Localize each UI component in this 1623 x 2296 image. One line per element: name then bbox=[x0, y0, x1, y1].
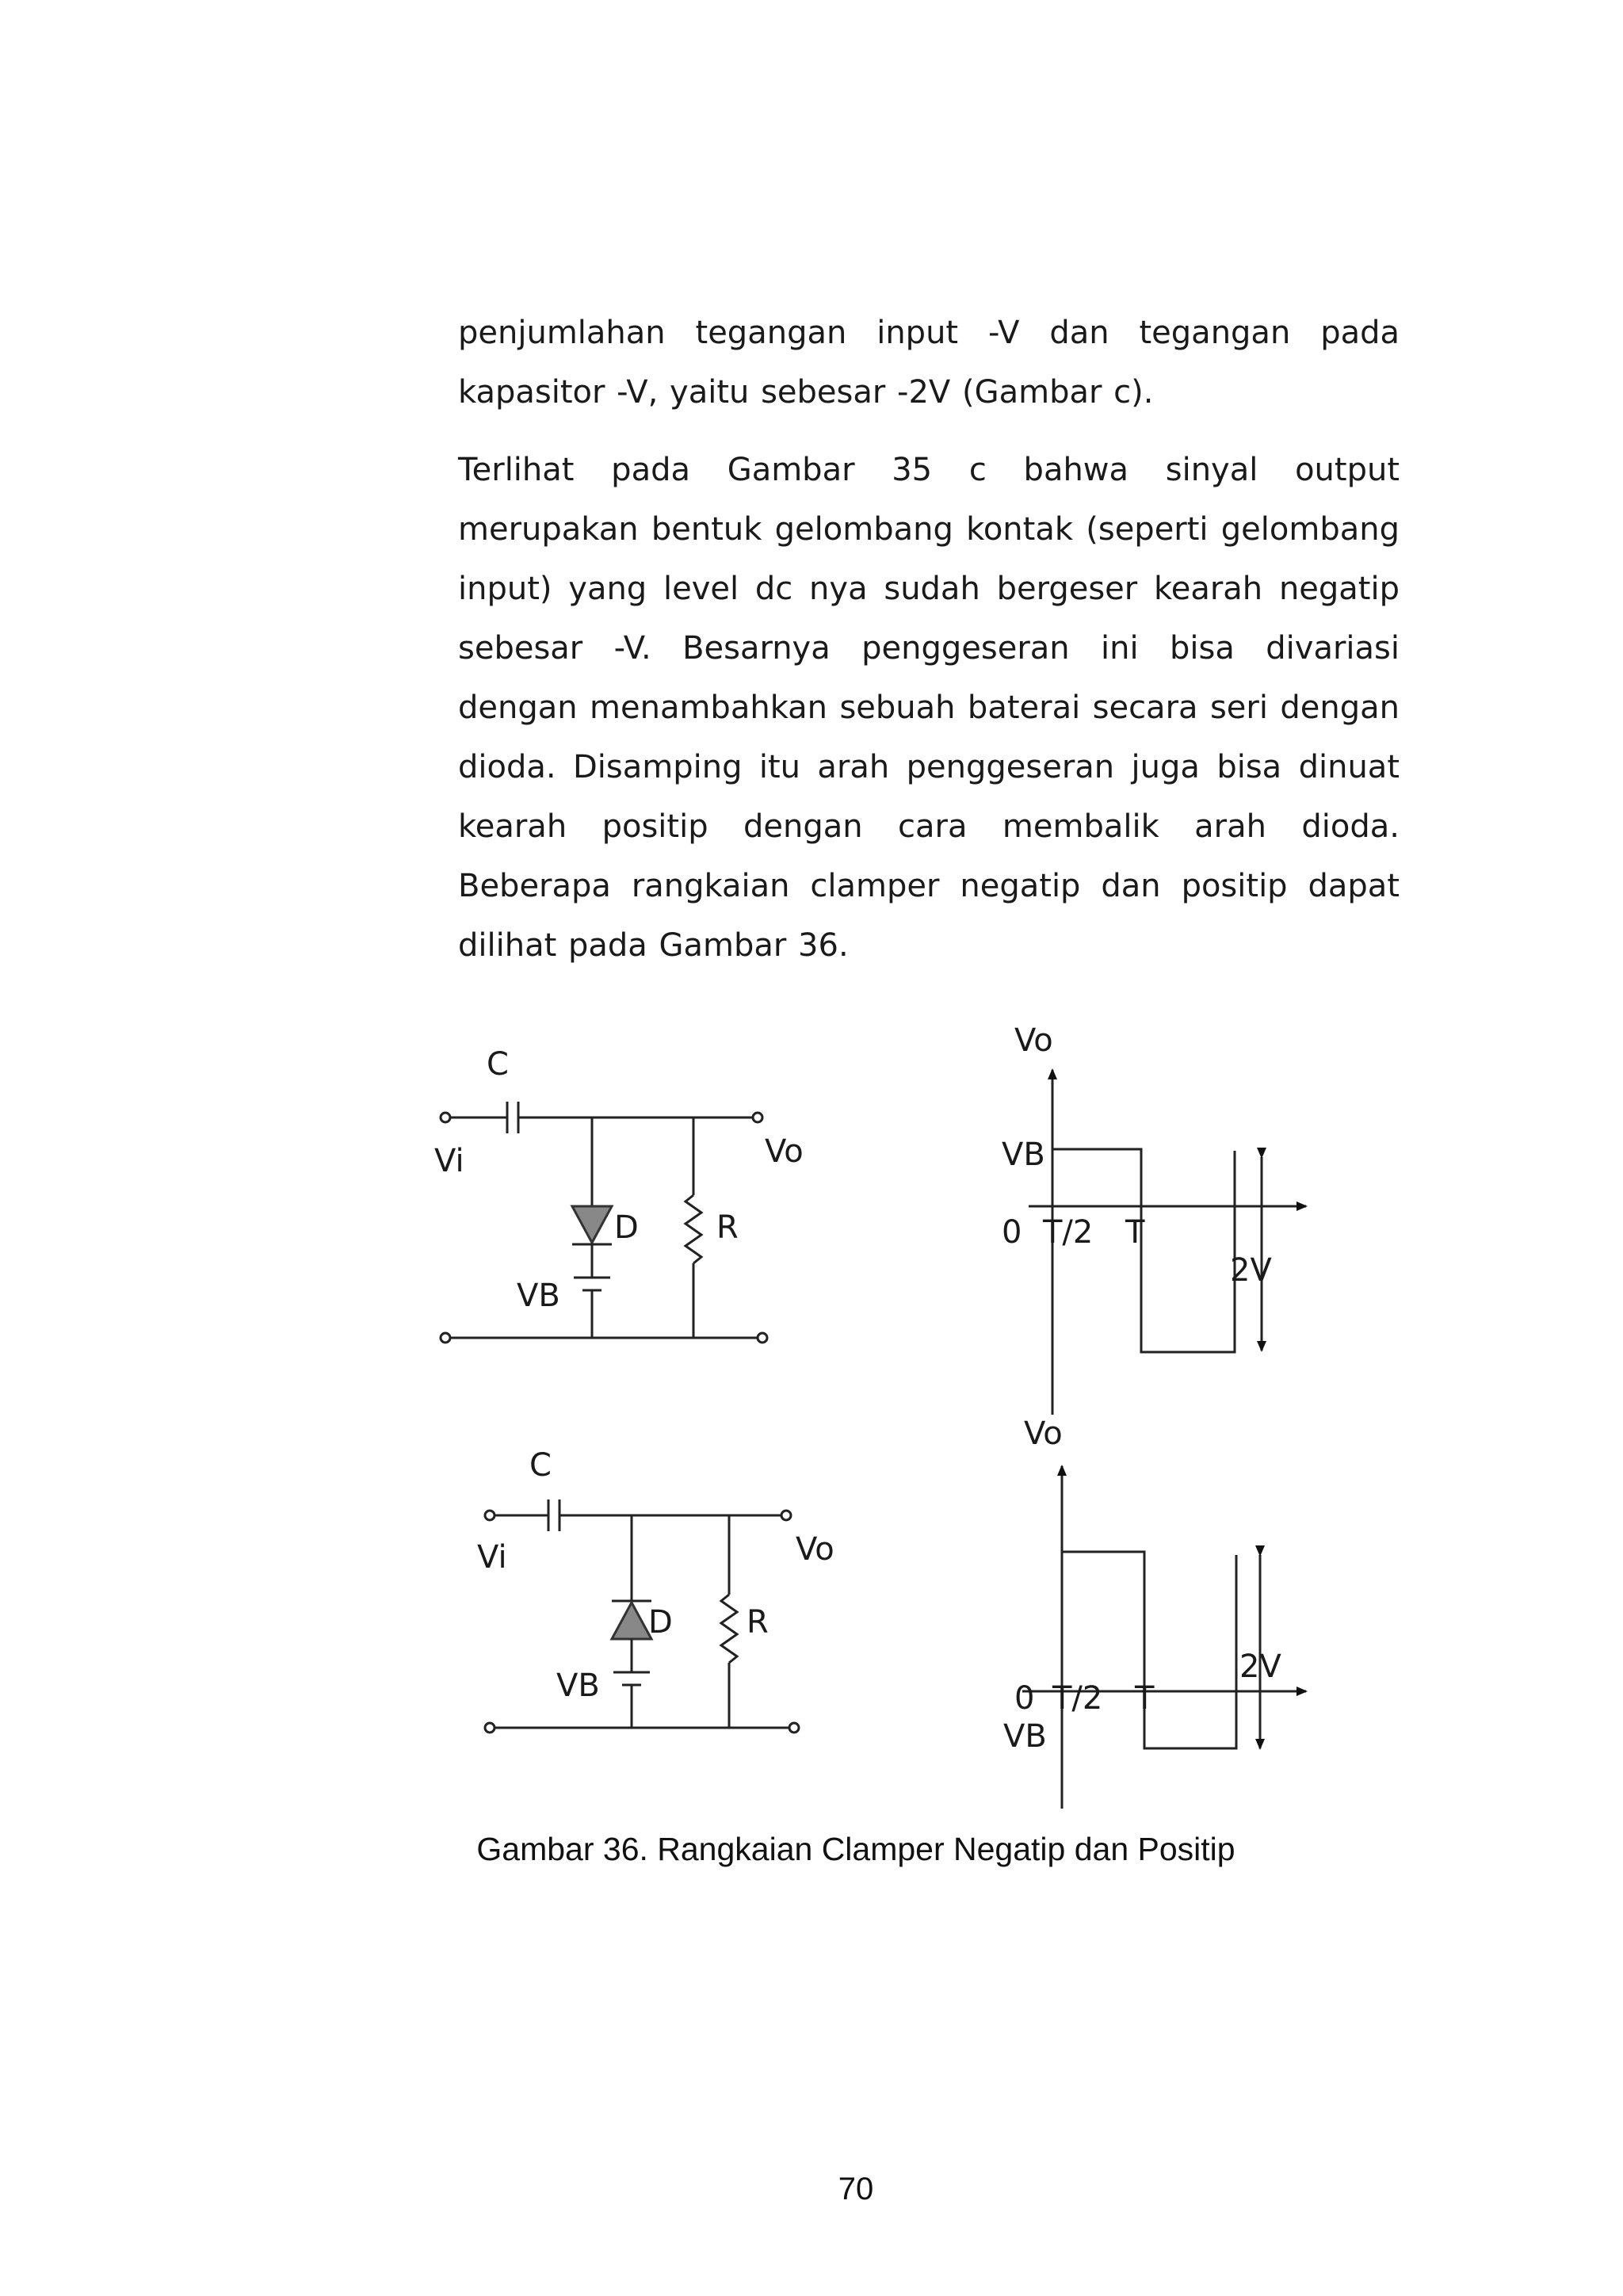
waveform-bottom bbox=[1022, 1466, 1306, 1809]
resistor-label: R bbox=[747, 1604, 769, 1641]
amplitude-label: 2V bbox=[1230, 1252, 1272, 1289]
capacitor-label: C bbox=[487, 1046, 509, 1083]
half-period-label: T/2 bbox=[1052, 1680, 1103, 1717]
vb-level-label: VB bbox=[1003, 1718, 1047, 1755]
battery-label: VB bbox=[556, 1668, 600, 1704]
origin-label: 0 bbox=[1014, 1680, 1035, 1717]
input-label: Vi bbox=[434, 1143, 464, 1179]
capacitor-label: C bbox=[529, 1447, 552, 1484]
vo-axis-label: Vo bbox=[1014, 1022, 1053, 1059]
vb-level-label: VB bbox=[1002, 1137, 1045, 1173]
input-label: Vi bbox=[477, 1539, 507, 1576]
ground-terminal-left-bottom bbox=[485, 1723, 495, 1733]
paragraph-1: penjumlahan tegangan input -V dan tegangan pada kapasitor -V, yaitu sebesar -2V (Gambar c). bbox=[458, 315, 1400, 411]
amplitude-label: 2V bbox=[1239, 1648, 1281, 1685]
waveform-line bbox=[1052, 1149, 1235, 1352]
origin-label: 0 bbox=[1002, 1214, 1022, 1251]
page-number: 70 bbox=[838, 2172, 874, 2206]
diode-label: D bbox=[614, 1209, 639, 1246]
ground-terminal-right-bottom bbox=[789, 1723, 799, 1733]
resistor-symbol bbox=[685, 1195, 701, 1263]
paragraph-2: Terlihat pada Gambar 35 c bahwa sinyal output merupakan bentuk gelombang kontak (seperti gelombang input) yang level dc nya sudah bergeser kearah negatip sebesar -V. Besarnya penggeseran ini bisa divariasi dengan menambahkan sebuah baterai secara seri dengan dioda. Disamping itu arah penggeseran juga bisa dinuat kearah positip dengan cara membalik arah dioda. Beberapa rangkaian clamper negatip dan positip dapat dilihat pada Gambar 36. bbox=[458, 452, 1400, 964]
output-label: Vo bbox=[765, 1133, 804, 1170]
battery-label: VB bbox=[517, 1278, 560, 1314]
output-label: Vo bbox=[796, 1531, 834, 1568]
period-label: T bbox=[1135, 1680, 1155, 1717]
ground-terminal-right-top bbox=[758, 1333, 767, 1343]
half-period-label: T/2 bbox=[1043, 1214, 1094, 1251]
input-terminal-bottom bbox=[485, 1511, 495, 1520]
resistor-label: R bbox=[716, 1209, 739, 1246]
resistor-symbol bbox=[721, 1595, 737, 1663]
waveform-line bbox=[1062, 1552, 1236, 1748]
diode-symbol bbox=[612, 1603, 651, 1639]
vo-axis-label: Vo bbox=[1024, 1415, 1063, 1452]
diode-symbol bbox=[572, 1206, 612, 1243]
output-terminal-bottom bbox=[781, 1511, 791, 1520]
figure-caption: Gambar 36. Rangkaian Clamper Negatip dan Positip bbox=[476, 1831, 1235, 1867]
input-terminal-top bbox=[441, 1113, 450, 1122]
diode-label: D bbox=[648, 1604, 673, 1641]
ground-terminal-left-top bbox=[441, 1333, 450, 1343]
output-terminal-top bbox=[753, 1113, 762, 1122]
period-label: T bbox=[1125, 1214, 1145, 1251]
